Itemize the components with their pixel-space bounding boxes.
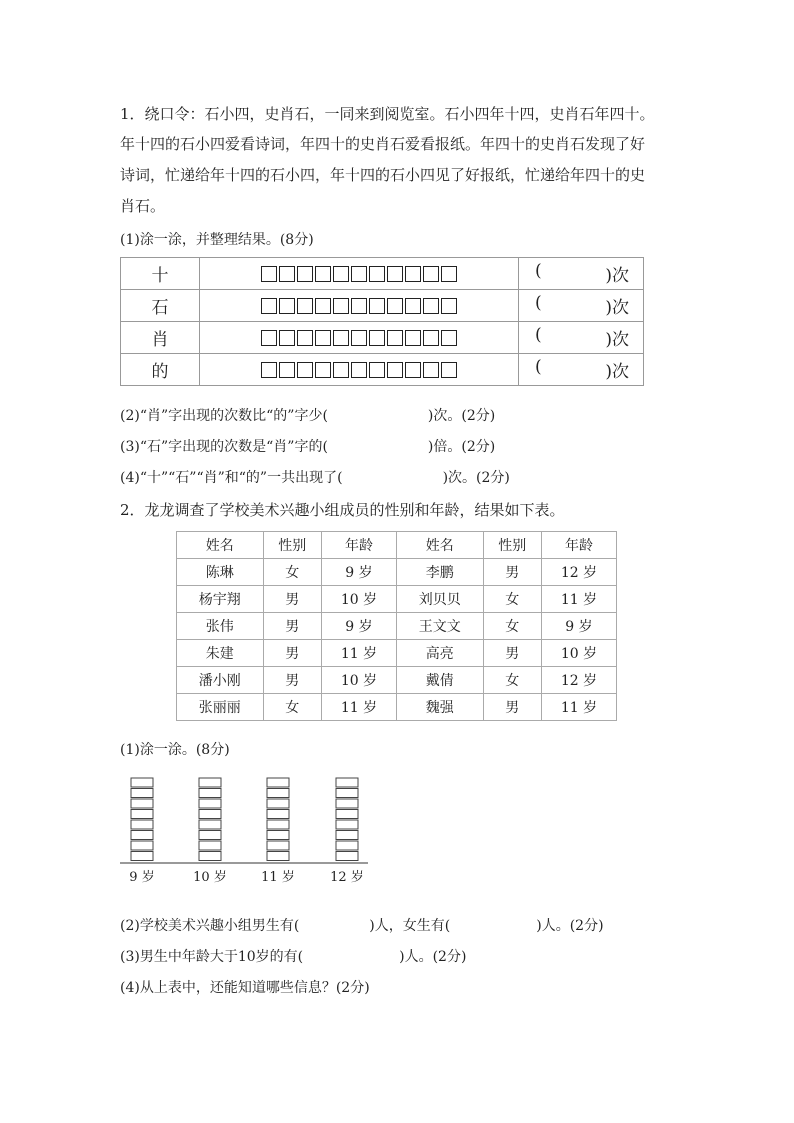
chart-box[interactable] <box>199 778 221 787</box>
table-cell: 女 <box>263 694 321 721</box>
chart-box[interactable] <box>199 810 221 819</box>
chart-category-label: 9 岁 <box>129 870 155 885</box>
tally-square[interactable] <box>261 330 277 346</box>
table-cell: 魏强 <box>396 694 483 721</box>
chart-box[interactable] <box>131 841 153 850</box>
table-cell: 9 岁 <box>321 559 396 586</box>
tally-square[interactable] <box>261 362 277 378</box>
chart-box[interactable] <box>199 789 221 798</box>
table-row <box>177 640 617 667</box>
table-cell: 李鹏 <box>396 559 483 586</box>
table-cell: 陈琳 <box>177 559 264 586</box>
tally-square[interactable] <box>369 330 385 346</box>
chart-box[interactable] <box>131 799 153 808</box>
tally-boxes[interactable] <box>200 258 519 290</box>
q1-line-2: 年十四的石小四爱看诗词，年四十的史肖石爱看报纸。年四十的史肖石发现了好 <box>120 135 646 153</box>
q1-part2: (2)“肖”字出现的次数比“的”字少( )次。(2分) <box>120 408 496 424</box>
chart-box[interactable] <box>267 789 289 798</box>
tally-square[interactable] <box>279 266 295 282</box>
table-cell: 刘贝贝 <box>396 586 483 613</box>
col-header: 年龄 <box>541 532 616 559</box>
q2-part3: (3)男生中年龄大于10岁的有( )人。(2分) <box>120 949 467 965</box>
table-cell: 杨宇翔 <box>177 586 264 613</box>
table-cell: 男 <box>483 640 541 667</box>
table-cell: 王文文 <box>396 613 483 640</box>
table-row <box>177 613 617 640</box>
tally-square[interactable] <box>297 330 313 346</box>
chart-box[interactable] <box>336 841 358 850</box>
q2-intro: 2．龙龙调查了学校美术兴趣小组成员的性别和年龄，结果如下表。 <box>120 501 565 519</box>
table-cell: 朱建 <box>177 640 264 667</box>
chart-box[interactable] <box>199 799 221 808</box>
chart-box[interactable] <box>131 810 153 819</box>
table-cell: 男 <box>263 586 321 613</box>
tally-square[interactable] <box>369 266 385 282</box>
chart-box[interactable] <box>336 810 358 819</box>
table-cell: 12 岁 <box>541 559 616 586</box>
q2-part4: (4)从上表中，还能知道哪些信息？(2分) <box>120 980 370 996</box>
table-cell: 女 <box>483 586 541 613</box>
tally-square[interactable] <box>333 298 349 314</box>
tally-square[interactable] <box>315 266 331 282</box>
table-cell: 男 <box>263 640 321 667</box>
col-header: 性别 <box>263 532 321 559</box>
tally-square[interactable] <box>405 266 421 282</box>
chart-category-label: 10 岁 <box>193 870 227 885</box>
table-cell: 9 岁 <box>321 613 396 640</box>
tally-boxes[interactable] <box>200 354 519 386</box>
table-cell: 11 岁 <box>321 640 396 667</box>
age-box-chart <box>118 768 378 908</box>
q1-part1: (1)涂一涂，并整理结果。(8分) <box>120 232 314 248</box>
tally-count[interactable]: ( )次 <box>519 354 644 386</box>
tally-square[interactable] <box>387 330 403 346</box>
tally-square[interactable] <box>351 298 367 314</box>
chart-box[interactable] <box>199 841 221 850</box>
tally-square[interactable] <box>279 330 295 346</box>
table-row <box>177 694 617 721</box>
tally-char: 十 <box>121 258 200 290</box>
chart-box[interactable] <box>267 810 289 819</box>
table-cell: 男 <box>483 694 541 721</box>
chart-box[interactable] <box>267 841 289 850</box>
chart-box[interactable] <box>131 831 153 840</box>
q1-part4: (4)“十”“石”“肖”和“的”一共出现了( )次。(2分) <box>120 470 510 486</box>
tally-count[interactable]: ( )次 <box>519 322 644 354</box>
tally-square[interactable] <box>297 362 313 378</box>
tally-boxes[interactable] <box>200 322 519 354</box>
q2-part2: (2)学校美术兴趣小组男生有( )人，女生有( )人。(2分) <box>120 918 604 934</box>
chart-box[interactable] <box>131 778 153 787</box>
table-cell: 女 <box>263 559 321 586</box>
table-header-row <box>177 532 617 559</box>
tally-square[interactable] <box>351 330 367 346</box>
tally-square[interactable] <box>369 362 385 378</box>
tally-square[interactable] <box>387 362 403 378</box>
q1-part3: (3)“石”字出现的次数是“肖”字的( )倍。(2分) <box>120 439 496 455</box>
tally-square[interactable] <box>387 298 403 314</box>
col-header: 性别 <box>483 532 541 559</box>
tally-square[interactable] <box>279 362 295 378</box>
table-cell: 戴倩 <box>396 667 483 694</box>
tally-square[interactable] <box>369 298 385 314</box>
table-cell: 10 岁 <box>541 640 616 667</box>
tally-square[interactable] <box>423 266 439 282</box>
tally-square[interactable] <box>405 362 421 378</box>
chart-box[interactable] <box>267 852 289 861</box>
table-cell: 男 <box>263 667 321 694</box>
tally-square[interactable] <box>441 298 457 314</box>
table-cell: 男 <box>483 559 541 586</box>
table-cell: 11 岁 <box>321 694 396 721</box>
tally-row <box>121 258 644 290</box>
table-cell: 潘小刚 <box>177 667 264 694</box>
table-cell: 10 岁 <box>321 667 396 694</box>
table-cell: 11 岁 <box>541 694 616 721</box>
q1-line-4: 肖石。 <box>120 197 166 215</box>
q2-part1: (1)涂一涂。(8分) <box>120 742 230 758</box>
q1-line-3: 诗词，忙递给年十四的石小四，年十四的石小四见了好报纸，忙递给年四十的史 <box>120 166 646 184</box>
chart-box[interactable] <box>131 789 153 798</box>
chart-box[interactable] <box>336 778 358 787</box>
table-cell: 12 岁 <box>541 667 616 694</box>
chart-box[interactable] <box>336 820 358 829</box>
table-cell: 女 <box>483 667 541 694</box>
q1-line-1: 1．绕口令：石小四，史肖石，一同来到阅览室。石小四年十四，史肖石年四十。 <box>120 105 655 123</box>
tally-square[interactable] <box>261 298 277 314</box>
chart-box[interactable] <box>199 820 221 829</box>
table-cell: 女 <box>483 613 541 640</box>
col-header: 年龄 <box>321 532 396 559</box>
tally-square[interactable] <box>333 330 349 346</box>
table-cell: 男 <box>263 613 321 640</box>
table-cell: 11 岁 <box>541 586 616 613</box>
tally-char: 的 <box>121 354 200 386</box>
tally-row <box>121 354 644 386</box>
tally-square[interactable] <box>387 266 403 282</box>
tally-square[interactable] <box>441 362 457 378</box>
tally-square[interactable] <box>351 362 367 378</box>
chart-category-label: 12 岁 <box>330 870 364 885</box>
tally-count[interactable]: ( )次 <box>519 290 644 322</box>
chart-box[interactable] <box>336 831 358 840</box>
table-row <box>177 586 617 613</box>
tally-row <box>121 290 644 322</box>
chart-box[interactable] <box>199 831 221 840</box>
tally-square[interactable] <box>315 330 331 346</box>
chart-box[interactable] <box>131 852 153 861</box>
tally-square[interactable] <box>279 298 295 314</box>
tally-square[interactable] <box>261 266 277 282</box>
chart-box[interactable] <box>199 852 221 861</box>
table-cell: 10 岁 <box>321 586 396 613</box>
col-header: 姓名 <box>177 532 264 559</box>
tally-count[interactable]: ( )次 <box>519 258 644 290</box>
tally-square[interactable] <box>405 330 421 346</box>
table-cell: 9 岁 <box>541 613 616 640</box>
table-cell: 张伟 <box>177 613 264 640</box>
tally-row <box>121 322 644 354</box>
tally-square[interactable] <box>405 298 421 314</box>
chart-box[interactable] <box>267 820 289 829</box>
tally-square[interactable] <box>351 266 367 282</box>
tally-square[interactable] <box>333 362 349 378</box>
table-row <box>177 667 617 694</box>
chart-category-label: 11 岁 <box>261 870 295 885</box>
chart-box[interactable] <box>336 852 358 861</box>
tally-square[interactable] <box>333 266 349 282</box>
members-table <box>176 531 617 721</box>
tally-square[interactable] <box>423 330 439 346</box>
tally-boxes[interactable] <box>200 290 519 322</box>
tally-char: 石 <box>121 290 200 322</box>
tally-square[interactable] <box>441 330 457 346</box>
tally-table <box>120 257 644 386</box>
tally-square[interactable] <box>297 298 313 314</box>
table-row <box>177 559 617 586</box>
table-cell: 张丽丽 <box>177 694 264 721</box>
chart-box[interactable] <box>267 778 289 787</box>
chart-box[interactable] <box>336 789 358 798</box>
tally-square[interactable] <box>297 266 313 282</box>
col-header: 姓名 <box>396 532 483 559</box>
chart-box[interactable] <box>267 831 289 840</box>
table-cell: 高亮 <box>396 640 483 667</box>
tally-char: 肖 <box>121 322 200 354</box>
chart-box[interactable] <box>267 799 289 808</box>
chart-box[interactable] <box>131 820 153 829</box>
tally-square[interactable] <box>423 362 439 378</box>
tally-square[interactable] <box>315 298 331 314</box>
tally-square[interactable] <box>315 362 331 378</box>
tally-square[interactable] <box>441 266 457 282</box>
chart-box[interactable] <box>336 799 358 808</box>
tally-square[interactable] <box>423 298 439 314</box>
